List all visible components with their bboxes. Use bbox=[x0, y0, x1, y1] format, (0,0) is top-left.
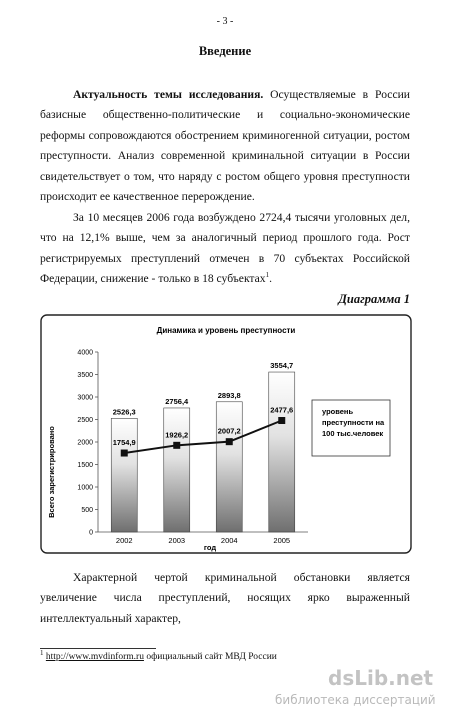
line-value-label: 1926,2 bbox=[165, 430, 189, 440]
x-tick-label: 2005 bbox=[273, 536, 291, 545]
line-point bbox=[173, 442, 180, 449]
footnote bbox=[40, 648, 277, 662]
crime-chart bbox=[40, 314, 412, 559]
legend-line-3: 100 тыс.человек bbox=[322, 429, 384, 438]
bar-value-label: 2756,4 bbox=[165, 396, 189, 406]
watermark-logo[interactable]: dsLib.net bbox=[328, 666, 434, 690]
line-point bbox=[226, 438, 233, 445]
chart-svg bbox=[40, 314, 412, 554]
chart-title: Динамика и уровень преступности bbox=[156, 326, 296, 335]
y-tick-label: 2000 bbox=[77, 439, 93, 447]
line-value-label: 2007,2 bbox=[217, 426, 241, 436]
watermark-caption: библиотека диссертаций bbox=[275, 693, 436, 707]
y-tick-label: 1500 bbox=[77, 462, 93, 469]
y-tick-label: 2500 bbox=[77, 417, 93, 424]
legend-line-2: преступности на bbox=[322, 418, 385, 427]
legend-line-1: уровень bbox=[322, 407, 354, 416]
y-tick-label: 1000 bbox=[77, 484, 93, 492]
y-tick-label: 500 bbox=[81, 507, 93, 514]
x-tick-label: 2002 bbox=[115, 536, 133, 545]
paragraph-relevance bbox=[40, 85, 410, 207]
statistics-end: . bbox=[269, 272, 272, 286]
y-tick-label: 3000 bbox=[77, 394, 93, 402]
line-point bbox=[121, 450, 128, 457]
paragraph-characteristic: Характерной чертой криминальной обстановки является увеличение числа преступлений, носящих ярко выраженный интеллектуальный характер, bbox=[40, 571, 410, 625]
page-number: - 3 - bbox=[216, 16, 234, 27]
relevance-text: Осуществляемые в России базисные общественно-политические и социально-экономические реформы сопровождаются обострением криминогенной ситуации, ростом преступности. Анализ современной криминальной ситуации в России свидетельствует о том, что наряду с ростом общего уровня преступности происходит ее качественное перерождение. bbox=[40, 88, 410, 204]
footnote-divider bbox=[40, 648, 156, 649]
bar-value-label: 2893,8 bbox=[217, 390, 241, 400]
x-axis-label: год bbox=[203, 543, 217, 552]
y-tick-label: 4000 bbox=[77, 349, 93, 357]
footnote-link[interactable]: http://www.mvdinform.ru bbox=[45, 652, 144, 662]
line-point bbox=[278, 417, 285, 424]
y-axis-label: Всего зарегистрировано bbox=[47, 426, 56, 518]
line-value-label: 2477,6 bbox=[270, 405, 294, 415]
footnote-number: 1 bbox=[40, 648, 44, 657]
section-heading: Введение bbox=[198, 44, 252, 58]
diagram-label: Диаграмма 1 bbox=[338, 292, 410, 306]
x-tick-label: 2004 bbox=[220, 536, 238, 545]
relevance-lead: Актуальность темы исследования. bbox=[73, 88, 264, 101]
y-tick-label: 3500 bbox=[77, 372, 93, 379]
bar-value-label: 2526,3 bbox=[112, 407, 136, 417]
footnote-ref[interactable]: 1 bbox=[265, 271, 270, 280]
footnote-text: официальный сайт МВД России bbox=[143, 652, 277, 662]
bar bbox=[164, 408, 190, 532]
bar bbox=[216, 402, 242, 532]
paragraph-statistics bbox=[40, 208, 410, 290]
statistics-text: За 10 месяцев 2006 года возбуждено 2724,4 тысячи уголовных дел, что на 12,1% выше, чем за аналогичный период прошлого года. Рост регистрируемых преступлений отмечен в 70 субъектах Российской Федерации, снижение - только в 18 субъектах bbox=[40, 211, 410, 286]
line-value-label: 1754,9 bbox=[112, 438, 136, 448]
bar bbox=[111, 418, 137, 532]
bar-value-label: 3554,7 bbox=[270, 361, 294, 371]
bar bbox=[269, 372, 295, 532]
x-tick-label: 2003 bbox=[168, 536, 186, 545]
y-tick-label: 0 bbox=[89, 529, 93, 537]
